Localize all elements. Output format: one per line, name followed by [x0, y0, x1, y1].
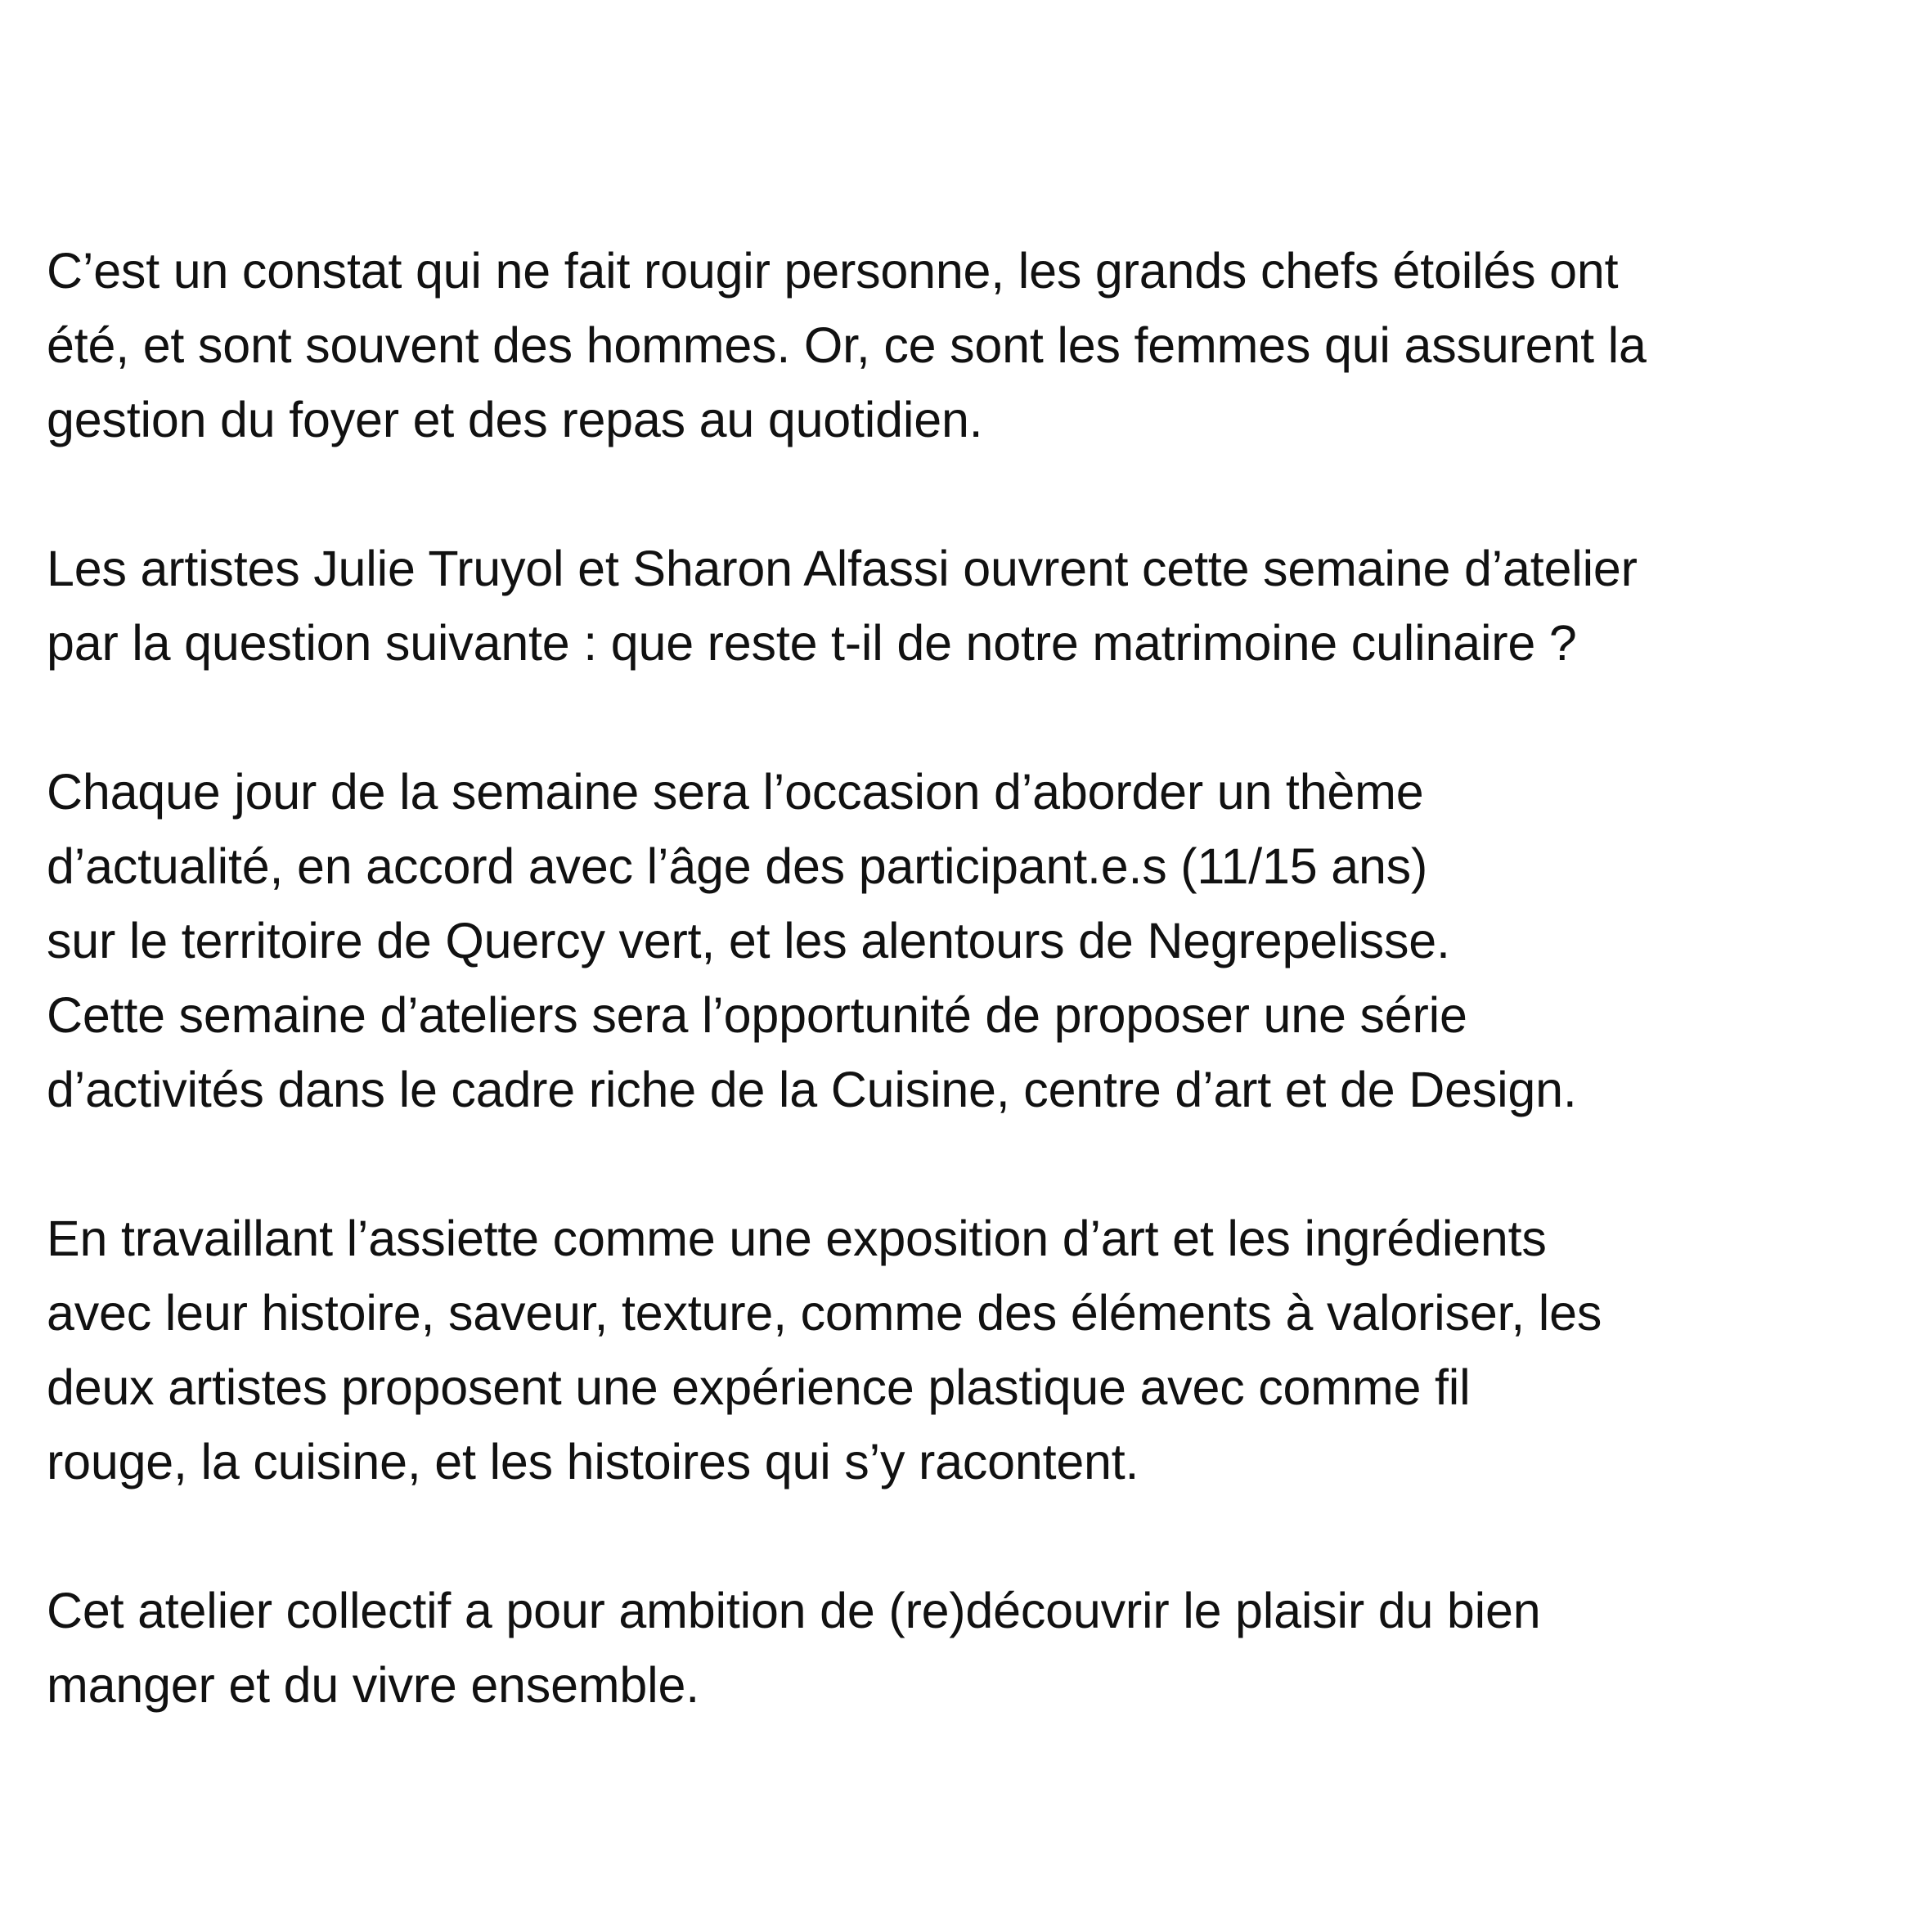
text-line: été, et sont souvent des hommes. Or, ce sont les femmes qui assurent la: [47, 317, 1647, 373]
paragraph-ambition: [47, 1574, 1912, 1723]
paragraph-experience: [47, 1202, 1912, 1499]
text-line: Chaque jour de la semaine sera l’occasion d’aborder un thème: [47, 764, 1424, 820]
text-line: gestion du foyer et des repas au quotidien.: [47, 392, 983, 447]
paragraph-spacer: [47, 457, 1912, 532]
text-line: rouge, la cuisine, et les histoires qui s’y racontent.: [47, 1434, 1139, 1489]
text-line: Les artistes Julie Truyol et Sharon Alfassi ouvrent cette semaine d’atelier: [47, 541, 1638, 596]
paragraph-spacer: [47, 1499, 1912, 1574]
paragraph-spacer: [47, 1127, 1912, 1202]
paragraph-week: [47, 755, 1912, 1127]
text-line: Cette semaine d’ateliers sera l’opportunité de proposer une série: [47, 987, 1467, 1043]
paragraph-intro: [47, 234, 1912, 457]
text-line: sur le territoire de Quercy vert, et les alentours de Negrepelisse.: [47, 913, 1450, 968]
text-line: par la question suivante : que reste t-il de notre matrimoine culinaire ?: [47, 615, 1577, 671]
text-line: deux artistes proposent une expérience plastique avec comme fil: [47, 1359, 1471, 1415]
paragraph-spacer: [47, 681, 1912, 755]
paragraph-artists: [47, 532, 1912, 681]
text-line: d’activités dans le cadre riche de la Cuisine, centre d’art et de Design.: [47, 1062, 1577, 1117]
text-line: C’est un constat qui ne fait rougir personne, les grands chefs étoilés ont: [47, 243, 1619, 299]
text-line: d’actualité, en accord avec l’âge des participant.e.s (11/15 ans): [47, 838, 1428, 894]
body-text: [47, 234, 1912, 1723]
text-line: manger et du vivre ensemble.: [47, 1657, 699, 1713]
text-line: En travaillant l’assiette comme une exposition d’art et les ingrédients: [47, 1211, 1547, 1266]
text-line: Cet atelier collectif a pour ambition de (re)découvrir le plaisir du bien: [47, 1583, 1541, 1638]
text-line: avec leur histoire, saveur, texture, comme des éléments à valoriser, les: [47, 1285, 1602, 1341]
